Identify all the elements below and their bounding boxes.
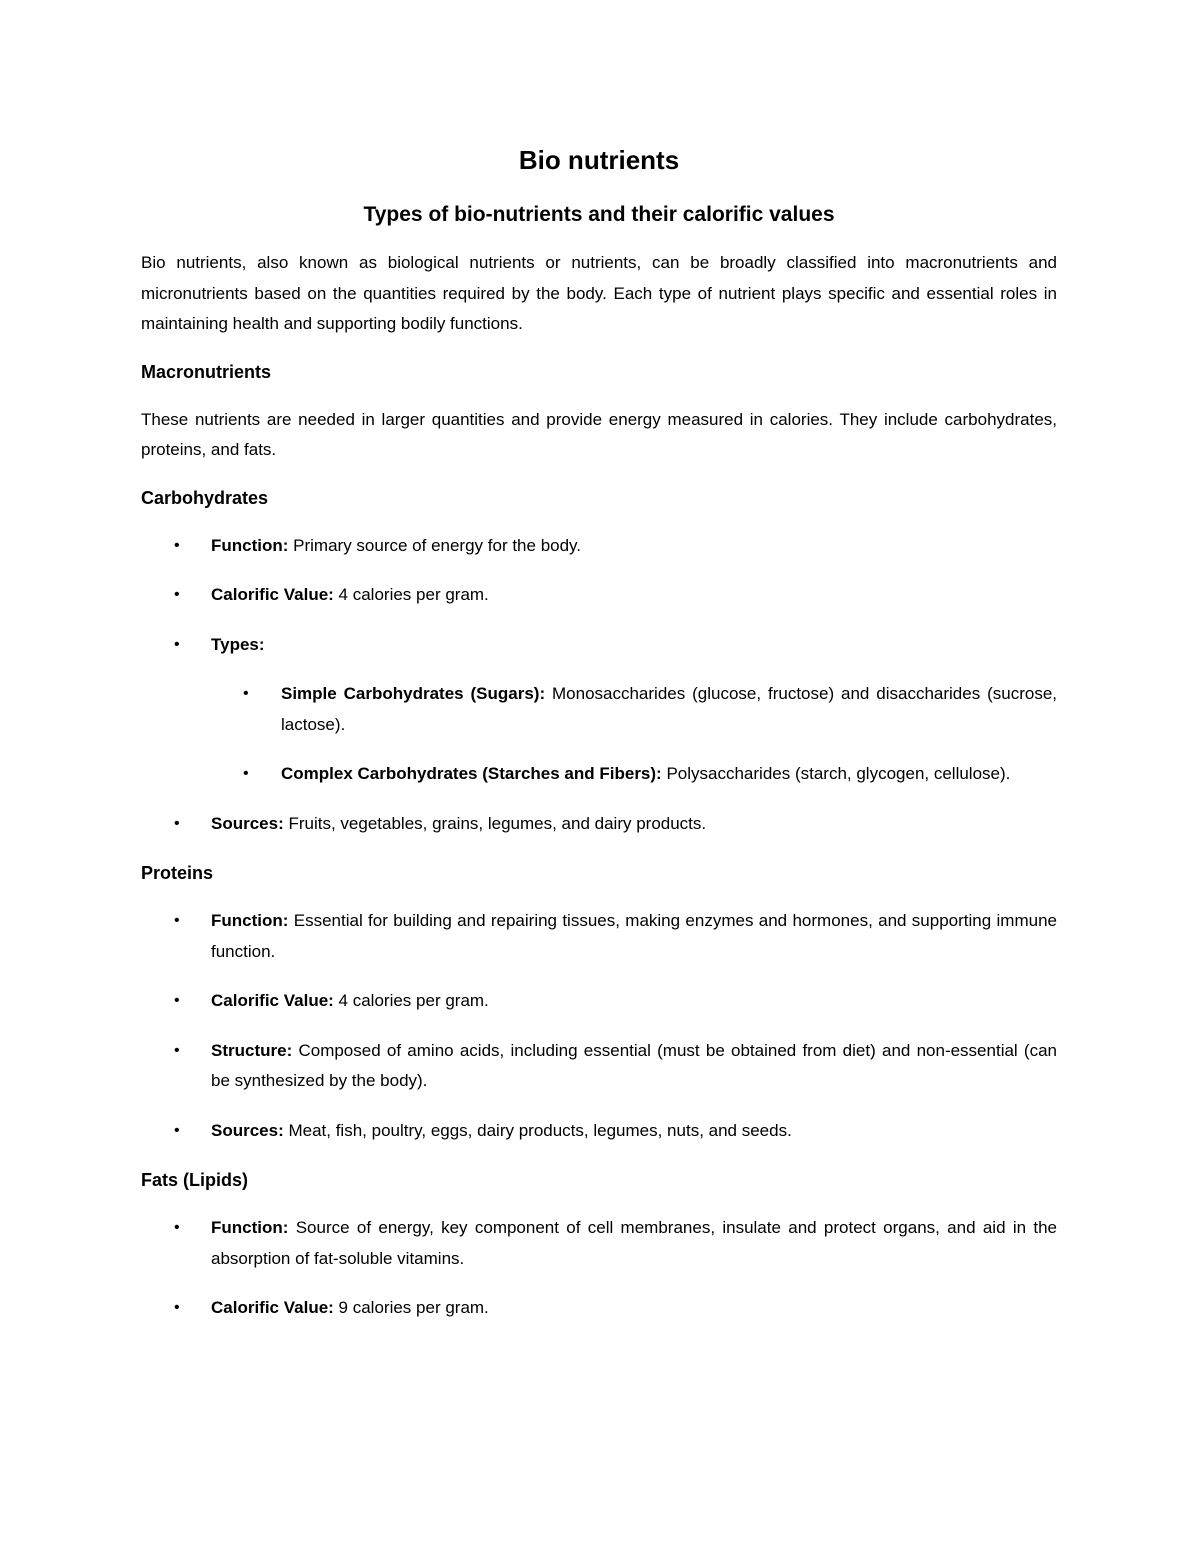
bullet-icon: • <box>243 765 249 782</box>
item-text: Monosaccharides (glucose, fructose) and disaccharides (sucrose, lactose). <box>281 684 1057 734</box>
list-item <box>141 809 1057 840</box>
list-item <box>141 630 1057 790</box>
item-label: Function: <box>211 1218 289 1237</box>
item-text: 4 calories per gram. <box>333 991 489 1010</box>
item-text: Primary source of energy for the body. <box>288 535 582 555</box>
list-item <box>141 986 1057 1017</box>
sub-list-item <box>211 679 1057 740</box>
list-item <box>141 580 1057 611</box>
intro-paragraph: Bio nutrients, also known as biological nutrients or nutrients, can be broadly classified into macronutrients and micronutrients based on the quantities required by the body. Each type of nutrient plays specific and essential roles in maintaining health and supporting bodily functions. <box>141 253 1057 333</box>
item-label: Calorific Value: <box>211 991 334 1010</box>
bullet-icon: • <box>174 912 180 929</box>
bullet-icon: • <box>174 586 180 603</box>
document-subtitle: Types of bio-nutrients and their calorific values <box>363 203 835 226</box>
item-label: Sources: <box>211 813 284 833</box>
bullet-icon: • <box>174 635 180 653</box>
item-text: 4 calories per gram. <box>333 585 489 604</box>
list-item <box>141 1213 1057 1274</box>
proteins-heading: Proteins <box>141 863 214 883</box>
item-label: Sources: <box>211 1120 284 1140</box>
item-text: Meat, fish, poultry, eggs, dairy products, legumes, nuts, and seeds. <box>283 1120 792 1140</box>
item-label: Calorific Value: <box>211 585 334 604</box>
item-label: Calorific Value: <box>211 1298 334 1317</box>
sub-list-item <box>211 759 1057 790</box>
bullet-icon: • <box>174 992 180 1009</box>
item-text: 9 calories per gram. <box>333 1298 489 1317</box>
bullet-icon: • <box>174 536 180 554</box>
bullet-icon: • <box>174 1121 180 1139</box>
item-label: Simple Carbohydrates (Sugars): <box>281 684 546 703</box>
list-item <box>141 1293 1057 1324</box>
list-item <box>141 906 1057 967</box>
bullet-icon: • <box>174 1299 180 1316</box>
macronutrients-paragraph: These nutrients are needed in larger quantities and provide energy measured in calories. They include carbohydrates, proteins, and fats. <box>141 409 1057 459</box>
item-text: Essential for building and repairing tissues, making enzymes and hormones, and supporting immune function. <box>211 911 1057 961</box>
fats-list <box>141 1213 1057 1324</box>
fats-heading: Fats (Lipids) <box>141 1170 248 1190</box>
carbohydrates-heading: Carbohydrates <box>141 487 269 508</box>
item-label: Complex Carbohydrates (Starches and Fibers): <box>281 764 662 783</box>
item-label: Function: <box>211 535 289 555</box>
item-text: Source of energy, key component of cell membranes, insulate and protect organs, and aid in the absorption of fat-soluble vitamins. <box>211 1218 1057 1268</box>
bullet-icon: • <box>174 1219 180 1236</box>
bullet-icon: • <box>174 814 180 832</box>
list-item <box>141 1036 1057 1097</box>
item-text: Polysaccharides (starch, glycogen, cellulose). <box>661 764 1011 783</box>
carbohydrates-list <box>141 531 1057 840</box>
item-text: Composed of amino acids, including essential (must be obtained from diet) and non-essential (can be synthesized by the body). <box>211 1040 1057 1090</box>
document-title: Bio nutrients <box>518 145 680 175</box>
proteins-list <box>141 906 1057 1146</box>
list-item <box>141 531 1057 562</box>
bullet-icon: • <box>243 685 249 702</box>
list-item <box>141 1116 1057 1147</box>
item-label: Types: <box>211 634 265 654</box>
macronutrients-heading: Macronutrients <box>141 361 272 382</box>
item-text: Fruits, vegetables, grains, legumes, and dairy products. <box>283 813 707 833</box>
item-label: Structure: <box>211 1040 293 1060</box>
bullet-icon: • <box>174 1041 180 1059</box>
carbohydrate-types-list <box>211 679 1057 790</box>
item-label: Function: <box>211 911 289 930</box>
document-page <box>141 140 1057 1343</box>
